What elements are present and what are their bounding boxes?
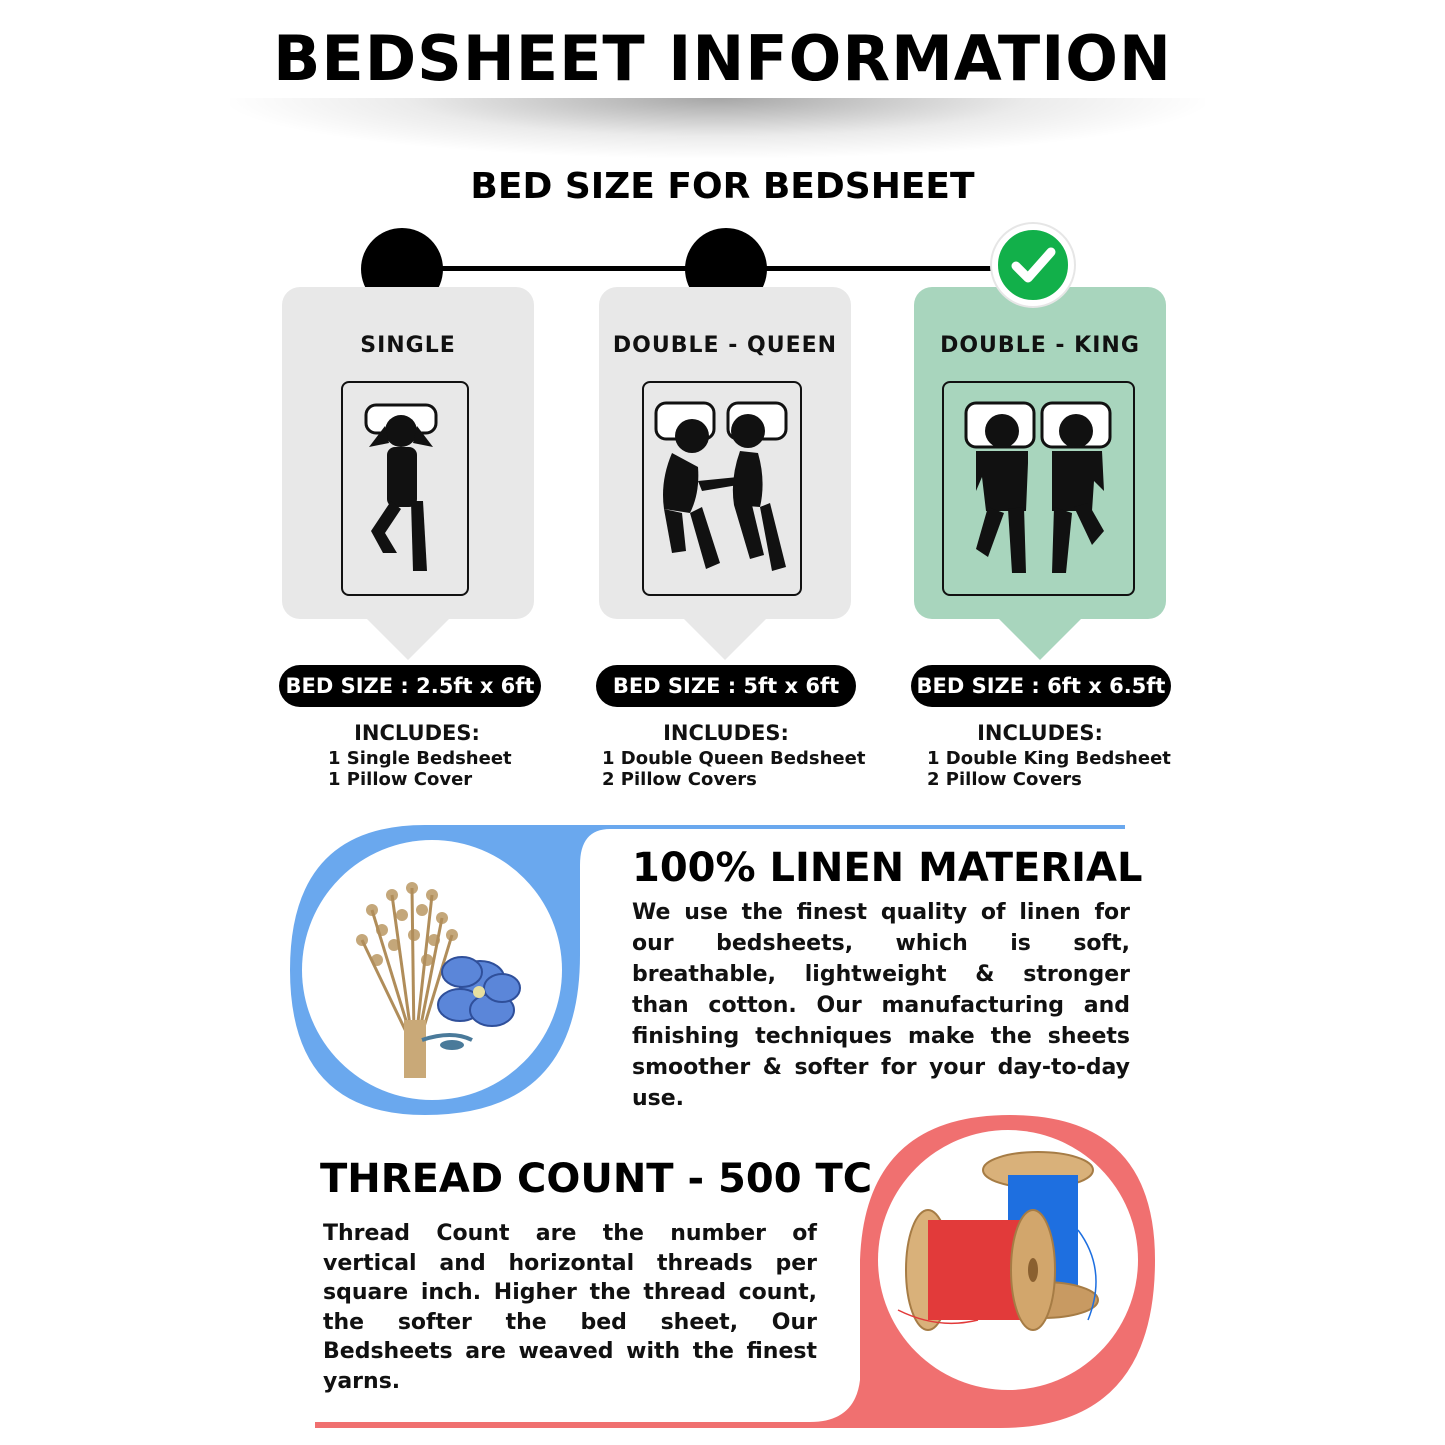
card-queen-label: DOUBLE - QUEEN [612,333,838,358]
includes-item-king-1: 1 Double King Bedsheet [927,748,1171,769]
linen-image-circle [302,840,562,1100]
card-king-pointer [998,618,1082,660]
linen-title: 100% LINEN MATERIAL [632,845,1143,891]
includes-item-queen-2: 2 Pillow Covers [602,769,757,790]
includes-heading-queen: INCLUDES: [663,721,789,745]
single-sleeper-icon [341,381,469,596]
includes-item-king-2: 2 Pillow Covers [927,769,1082,790]
bed-size-section-title: BED SIZE FOR BEDSHEET [470,166,975,207]
king-sleepers-icon [942,381,1135,596]
includes-item-single-1: 1 Single Bedsheet [328,748,512,769]
selected-check-badge [992,224,1074,306]
bed-size-pill-single: BED SIZE : 2.5ft x 6ft [279,665,541,707]
thread-title: THREAD COUNT - 500 TC [320,1156,873,1202]
queen-sleepers-icon [642,381,802,596]
includes-heading-single: INCLUDES: [354,721,480,745]
card-king-label: DOUBLE - KING [940,333,1140,358]
card-single-label: SINGLE [360,333,456,358]
thread-image-circle [878,1130,1138,1390]
thread-body: Thread Count are the number of vertical and horizontal threads per square inch. Higher the thread count, the softer the bed sheet, Our Bedsheets are weaved with the finest yarns. [323,1221,817,1394]
flax-bouquet-illustration [302,840,562,1100]
thread-spools-illustration [878,1130,1138,1390]
includes-item-queen-1: 1 Double Queen Bedsheet [602,748,866,769]
page-title: BEDSHEET INFORMATION [273,22,1172,95]
linen-body: We use the finest quality of linen for our bedsheets, which is soft, breathable, lightweight & stronger than cotton. Our manufacturing and finishing techniques make the sheets smoother & softer for your day-to-day use. [632,900,1130,1111]
includes-item-single-2: 1 Pillow Cover [328,769,473,790]
card-queen-pointer [683,618,767,660]
bed-size-pill-queen: BED SIZE : 5ft x 6ft [596,665,856,707]
title-shadow [230,98,1205,158]
bed-size-pill-king: BED SIZE : 6ft x 6.5ft [911,665,1171,707]
checkmark-icon [998,230,1068,300]
card-single-pointer [366,618,450,660]
includes-heading-king: INCLUDES: [977,721,1103,745]
